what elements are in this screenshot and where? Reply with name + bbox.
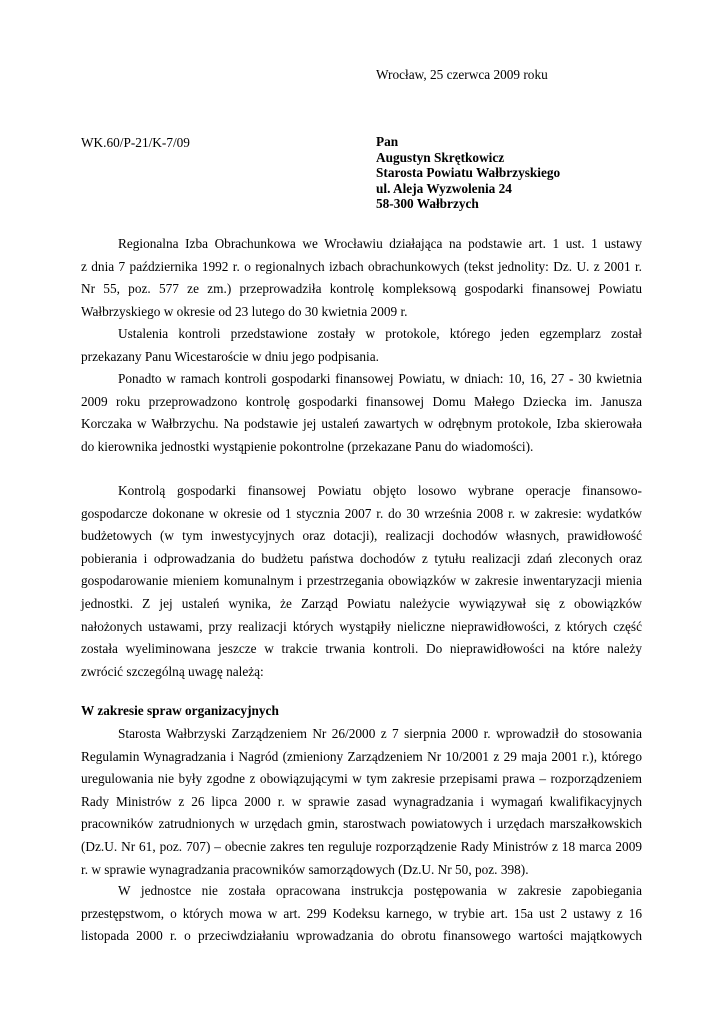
text-line: nałożonych ustawami, przy realizacji których wystąpiły nieliczne nieprawidłowości, z których część	[81, 618, 642, 634]
text-line: do kierownika jednostki wystąpienie pokontrolne (przekazane Panu do wiadomości).	[81, 438, 534, 454]
text-line: zwrócić szczególną uwagę należą:	[81, 663, 264, 679]
paragraph-2	[81, 323, 642, 368]
text-line: uregulowania nie były zgodne z obowiązującymi w tym zakresie przepisami prawa – rozporządzeniem	[81, 771, 642, 787]
text-line: Wałbrzyskiego w okresie od 23 lutego do 30 kwietnia 2009 r.	[81, 303, 408, 319]
text-line: z dnia 7 października 1992 r. o regionalnych izbach obrachunkowych (tekst jednolity: Dz. U. z 2001 r.	[81, 258, 642, 274]
text-line: Ponadto w ramach kontroli gospodarki finansowej Powiatu, w dniach: 10, 16, 27 - 30 kwietnia	[118, 371, 642, 386]
text-line: Starosta Wałbrzyski Zarządzeniem Nr 26/2000 z 7 sierpnia 2000 r. wprowadził do stosowania	[118, 726, 642, 741]
text-line: Regulamin Wynagradzania i Nagród (zmieniony Zarządzeniem Nr 10/2001 z 29 maja 2001 r.), którego	[81, 748, 642, 764]
text-line: Rady Ministrów z 26 lipca 2000 r. w sprawie zasad wynagradzania i wymagań kwalifikacyjnych	[81, 793, 642, 809]
text-line: W jednostce nie została opracowana instrukcja postępowania w zakresie zapobiegania	[118, 883, 642, 898]
recipient-line: Starosta Powiatu Wałbrzyskiego	[376, 165, 561, 181]
text-line: pracowników zatrudnionych w urzędach gmin, starostwach powiatowych i urzędach marszałkowskich	[81, 816, 642, 832]
paragraph-1	[81, 233, 642, 323]
recipient-line: Pan	[376, 134, 399, 149]
recipient-address	[376, 134, 560, 212]
section-heading	[81, 700, 642, 723]
paragraph-4	[81, 480, 642, 683]
text-line: przekazany Panu Wicestaroście w dniu jego podpisania.	[81, 348, 379, 364]
paragraph-5	[81, 723, 642, 881]
text-line: Regionalna Izba Obrachunkowa we Wrocławiu działająca na podstawie art. 1 ust. 1 ustawy	[118, 236, 642, 251]
recipient-line: ul. Aleja Wyzwolenia 24	[376, 180, 512, 196]
text-line: jednostki. Z jej ustaleń wynika, że Zarząd Powiatu należycie wywiązywał się z obowiązków	[81, 595, 642, 611]
text-line: została wyeliminowana jeszcze w trakcie trwania kontroli. Do nieprawidłowości na które należy	[81, 641, 642, 657]
text-line: Ustalenia kontroli przedstawione zostały w protokole, którego jeden egzemplarz został	[118, 326, 642, 341]
recipient-line: Augustyn Skrętkowicz	[376, 149, 505, 165]
recipient-line: 58-300 Wałbrzych	[376, 196, 479, 212]
text-line: Korczaka w Wałbrzychu. Na podstawie jej ustaleń zawartych w odrębnym protokole, Izba skierowała	[81, 416, 642, 432]
text-line: Kontrolą gospodarki finansowej Powiatu objęto losowo wybrane operacje finansowo-	[118, 483, 642, 498]
reference-number: WK.60/P-21/K-7/09	[81, 135, 190, 150]
text-line: budżetowych (w tym inwestycyjnych oraz dotacji), realizacji dochodów własnych, prawidłowość	[81, 528, 642, 544]
text-line: gospodarcze dokonane w okresie od 1 stycznia 2007 r. do 30 września 2008 r. w zakresie: wydatków	[81, 505, 642, 521]
paragraph-6	[81, 880, 642, 948]
text-line: pobierania i odprowadzania do budżetu państwa dochodów z tytułu realizacji zdań zleconych oraz	[81, 550, 642, 566]
text-line: Nr 55, poz. 577 ze zm.) przeprowadziła kontrolę kompleksową gospodarki finansowej Powiatu	[81, 281, 642, 297]
text-line: gospodarowanie mieniem komunalnym i przestrzegania obowiązków w zakresie inwentaryzacji mienia	[81, 573, 642, 589]
text-line: przestępstwom, o których mowa w art. 299 Kodeksu karnego, w trybie art. 15a ust 2 ustawy z 16	[81, 905, 642, 921]
section-heading-text: W zakresie spraw organizacyjnych	[81, 703, 279, 718]
paragraph-3	[81, 368, 642, 458]
text-line: 2009 roku przeprowadzono kontrolę gospodarki finansowej Domu Małego Dziecka im. Janusza	[81, 393, 642, 409]
place-date: Wrocław, 25 czerwca 2009 roku	[376, 67, 548, 82]
text-line: listopada 2000 r. o przeciwdziałaniu wprowadzania do obrotu finansowego wartości majątkowych	[81, 928, 642, 944]
text-line: r. w sprawie wynagradzania pracowników samorządowych (Dz.U. Nr 50, poz. 398).	[81, 861, 529, 877]
text-line: (Dz.U. Nr 61, poz. 707) – obecnie zakres ten reguluje rozporządzenie Rady Ministrów z 18 marca 2009	[81, 838, 642, 854]
